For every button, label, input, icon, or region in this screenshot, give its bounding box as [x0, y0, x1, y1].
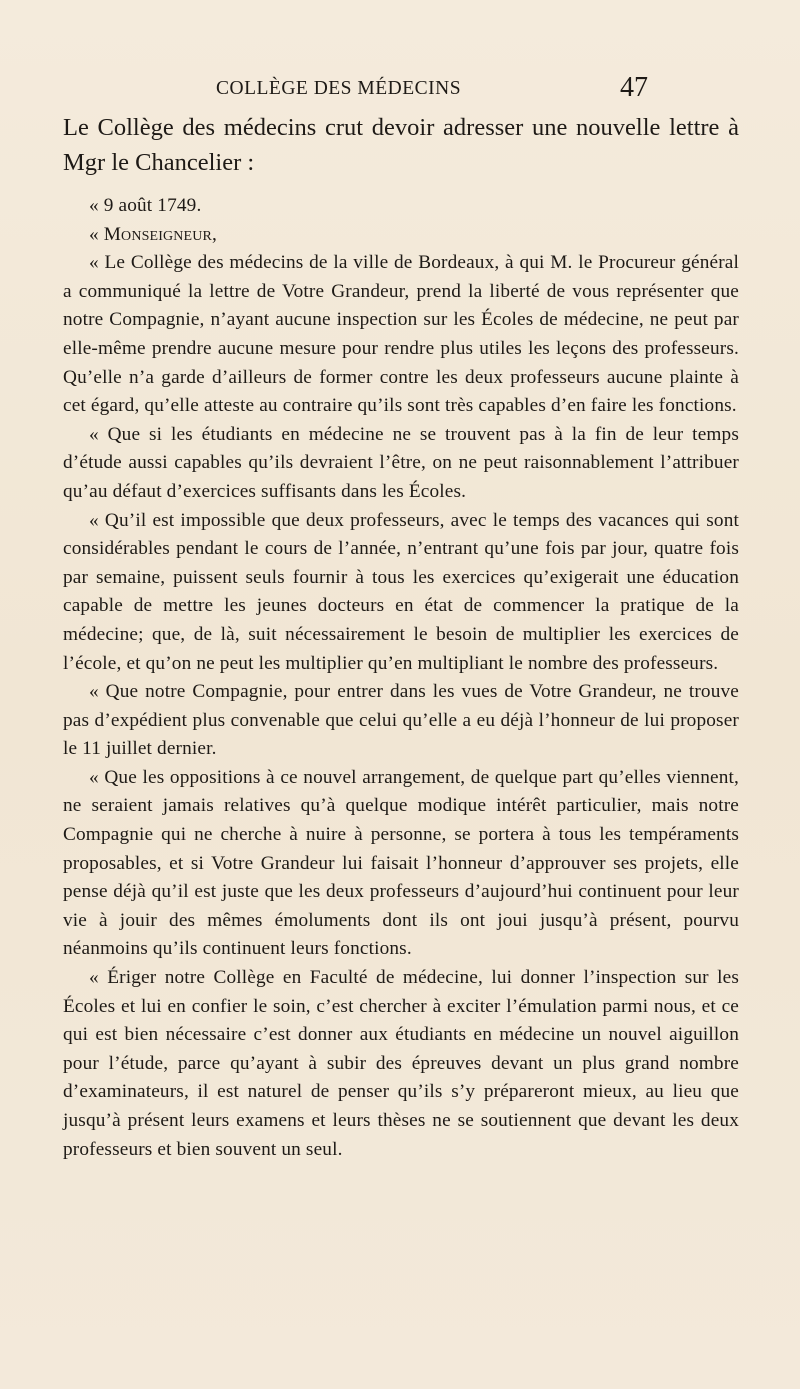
running-head [0, 72, 800, 102]
letter-paragraph: « Le Collège des médecins de la ville de Bordeaux, à qui M. le Procureur général a communiqué la lettre de Votre Grandeur, prend la liberté de vous représenter que notre Compagnie, n’ayant aucune inspection sur les Écoles de médecine, ne peut par elle-même prendre aucune mesure pour rendre plus utiles les leçons des professeurs. Qu’elle n’a garde d’ailleurs de former contre les deux professeurs aucune plainte à cet égard, qu’elle atteste au contraire qu’ils sont très capables d’en faire les fonctions. [63, 252, 739, 417]
letter-paragraph: « Que si les étudiants en médecine ne se trouvent pas à la fin de leur temps d’étude aussi capables qu’ils devraient l’être, on ne peut raisonnablement l’attribuer qu’au défaut d’exercices suffisants dans les Écoles. [63, 423, 739, 502]
running-title: COLLÈGE DES MÉDECINS [216, 78, 462, 99]
letter [63, 192, 739, 1164]
page-body [63, 110, 739, 1164]
page-number: 47 [620, 72, 648, 103]
intro-paragraph: Le Collège des médecins crut devoir adresser une nouvelle lettre à Mgr le Chancelier : [63, 114, 739, 176]
letter-salutation: « Monseigneur, [89, 223, 217, 245]
letter-paragraph: « Ériger notre Collège en Faculté de médecine, lui donner l’inspection sur les Écoles et lui en confier le soin, c’est chercher à exciter l’émulation parmi nous, et ce qui est bien nécessaire c’est donner aux étudiants en médecine un nouvel aiguillon pour l’étude, parce qu’ayant à subir des épreuves devant un plus grand nombre d’examinateurs, il est naturel de penser qu’ils s’y prépareront mieux, au lieu que jusqu’à présent leurs examens et leurs thèses ne se soutiennent que devant les deux professeurs et bien souvent un seul. [63, 967, 739, 1160]
letter-paragraph: « Qu’il est impossible que deux professeurs, avec le temps des vacances qui sont considérables pendant le cours de l’année, n’entrant qu’une fois par jour, quatre fois par semaine, puissent seuls fournir à tous les exercices qu’exigerait une éducation capable de mettre les jeunes docteurs en état de commencer la pratique de la médecine; que, de là, suit nécessairement le besoin de multiplier les exercices de l’école, et qu’on ne peut les multiplier qu’en multipliant le nombre des professeurs. [63, 509, 739, 674]
letter-paragraph: « Que les oppositions à ce nouvel arrangement, de quelque part qu’elles viennent, ne seraient jamais relatives qu’à quelque modique intérêt particulier, mais notre Compagnie qui ne cherche à nuire à personne, se portera à tous les tempéraments proposables, et si Votre Grandeur lui faisait l’honneur d’approuver ses projets, elle pense déjà qu’il est juste que les deux professeurs d’aujourd’hui continuent pour leur vie à jouir des mêmes émoluments dont ils ont joui jusqu’à présent, pourvu néanmoins qu’ils continuent leurs fonctions. [63, 766, 739, 960]
letter-paragraph: « Que notre Compagnie, pour entrer dans les vues de Votre Grandeur, ne trouve pas d’expédient plus convenable que celui qu’elle a eu déjà l’honneur de lui proposer le 11 juillet dernier. [63, 681, 739, 760]
letter-date: « 9 août 1749. [89, 195, 202, 216]
